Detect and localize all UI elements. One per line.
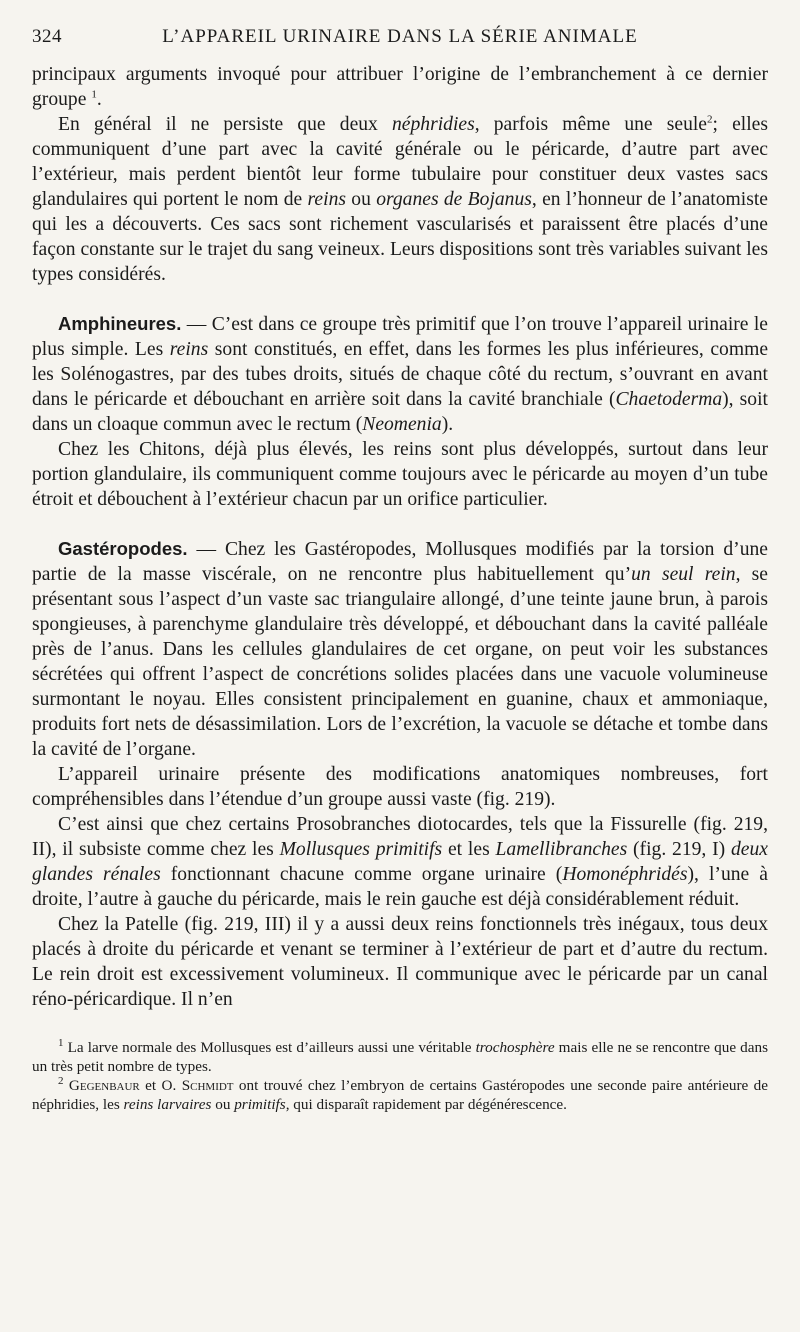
text-run: ont trouvé chez l’embryon de certains Gastéropodes une seconde paire antérieure de néphridies, les <box>32 1077 769 1113</box>
author-name: Gegenbaur <box>68 1077 140 1094</box>
text-run: ou <box>346 189 377 210</box>
text-run: . <box>96 89 102 110</box>
text-run: (fig. 219, I) <box>627 839 731 860</box>
text-run: — Chez les Gastéropodes, Mollusques modifiés par la torsion d’une partie de la masse viscérale, on ne rencontre plus habituellement qu’ <box>32 539 768 585</box>
italic-term: Mollusques primitifs <box>279 839 443 860</box>
text-run: La larve normale des Mollusques est d’ailleurs aussi une véritable <box>67 1039 476 1056</box>
italic-term: reins larvaires <box>123 1096 212 1113</box>
italic-term: Neomenia <box>362 414 442 435</box>
text-run: ou <box>211 1096 235 1113</box>
body-text <box>32 62 768 1012</box>
paragraph-chitons: Chez les Chitons, déjà plus élevés, les reins sont plus développés, surtout dans leur portion glandulaire, ils communiquent comme toujours avec le péricarde au moyen d’un tube étroit et débouchent à l’extérieur chacun par un orifice particulier. <box>32 439 768 510</box>
footnote-ref-2: 2 <box>707 113 713 126</box>
running-title: L’APPAREIL URINAIRE DANS LA SÉRIE ANIMALE <box>162 26 638 47</box>
section-heading-gasteropodes: Gastéropodes. <box>58 538 188 559</box>
italic-term: primitifs <box>234 1096 286 1113</box>
italic-term: reins <box>307 189 346 210</box>
italic-term: Lamellibranches <box>495 839 628 860</box>
text-run: et O. <box>139 1077 182 1094</box>
italic-term: néphridies <box>392 114 475 135</box>
footnote-ref-1: 1 <box>91 88 97 101</box>
text-run: En général il ne persiste que deux <box>58 114 392 135</box>
italic-term: Chaetoderma <box>615 389 723 410</box>
text-run: ). <box>441 414 454 435</box>
text-run: et les <box>442 839 496 860</box>
footnotes <box>32 1038 768 1114</box>
paragraph-8: Chez la Patelle (fig. 219, III) il y a aussi deux reins fonctionnels très inégaux, tous deux placés à droite du péricarde et venant se terminer à l’extérieur de part et d’autre du rectum. Le rein droit est excessivement volumineux. Il communique avec le péricarde par un canal réno-péricardique. Il n’en <box>32 914 768 1010</box>
page-number: 324 <box>32 26 62 47</box>
paragraph-amphineures <box>32 311 768 437</box>
footnote-marker: 1 <box>58 1036 64 1049</box>
footnote-1 <box>32 1038 768 1076</box>
text-run: , parfois même une seule <box>474 114 708 135</box>
italic-term: un seul rein <box>631 564 736 585</box>
italic-term: deux glandes rénales <box>32 839 768 885</box>
text-run: ), soit dans un cloaque commun avec le rectum ( <box>32 389 768 435</box>
paragraph-gasteropodes <box>32 536 768 762</box>
section-heading-amphineures: Amphineures. <box>58 313 182 334</box>
text-run: principaux arguments invoqué pour attribuer l’origine de l’embranchement à ce dernier groupe <box>32 64 768 110</box>
text-run: mais elle ne se rencontre que dans un très petit nombre de types. <box>32 1039 768 1075</box>
text-run: , qui disparaît rapidement par dégénérescence. <box>285 1096 567 1113</box>
text-run: ; elles communiquent d’une part avec la cavité générale ou le péricarde, d’autre part avec l’extérieur, mais perdent bientôt leur forme tubulaire pour constituer deux vastes sacs glandulaires qui portent le nom de <box>32 114 769 210</box>
author-name: Schmidt <box>181 1077 234 1094</box>
text-run: — C’est dans ce groupe très primitif que l’on trouve l’appareil urinaire le plus simple. Les <box>32 314 768 360</box>
text-run: fonctionnant chacune comme organe urinaire ( <box>160 864 563 885</box>
italic-term: trochosphère <box>475 1039 555 1056</box>
italic-term: organes de Bojanus <box>376 189 532 210</box>
running-head <box>32 26 768 48</box>
paragraph-7 <box>32 812 768 912</box>
paragraph-6: L’appareil urinaire présente des modifications anatomiques nombreuses, fort compréhensibles dans l’étendue d’un groupe aussi vaste (fig. 219). <box>32 764 768 810</box>
text-run: , se présentant sous l’aspect d’un vaste sac triangulaire allongé, d’une teinte jaune brun, à parois spongieuses, à parenchyme glandulaire très développé, et débouchant dans la cavité palléale près de l’anus. Dans les cellules glandulaires de cet organe, on peut voir les substances sécrétées qui offrent l’aspect de concrétions solides placées dans une vacuole volumineuse surmontant le noyau. Elles consistent principalement en guanine, chaux et ammoniaque, produits fort nets de désassimilation. Lors de l’excrétion, la vacuole se détache et tombe dans la cavité de l’organe. <box>32 564 769 760</box>
italic-term: Homonéphridés <box>562 864 688 885</box>
text-run: ), l’une à droite, l’autre à gauche du péricarde, mais le rein gauche est déjà considérablement réduit. <box>32 864 768 910</box>
footnote-2 <box>32 1076 768 1114</box>
text-run: sont constitués, en effet, dans les formes les plus inférieures, comme les Solénogastres, par des tubes droits, situés de chaque côté du rectum, s’ouvrant en avant dans le péricarde et débouchant en arrière soit dans la cavité branchiale ( <box>32 339 769 410</box>
italic-term: reins <box>169 339 209 360</box>
paragraph-2 <box>32 112 768 287</box>
paragraph-1 <box>32 62 768 112</box>
footnote-marker: 2 <box>58 1074 64 1087</box>
text-run: C’est ainsi que chez certains Prosobranches diotocardes, tels que la Fissurelle (fig. 219, II), il subsiste comme chez les <box>32 814 768 860</box>
text-run: , en l’honneur de l’anatomiste qui les a découverts. Ces sacs sont richement vascularisés et paraissent être placés d’une façon constante sur le trajet du sang veineux. Leurs dispositions sont très variables suivant les types considérés. <box>32 189 768 285</box>
